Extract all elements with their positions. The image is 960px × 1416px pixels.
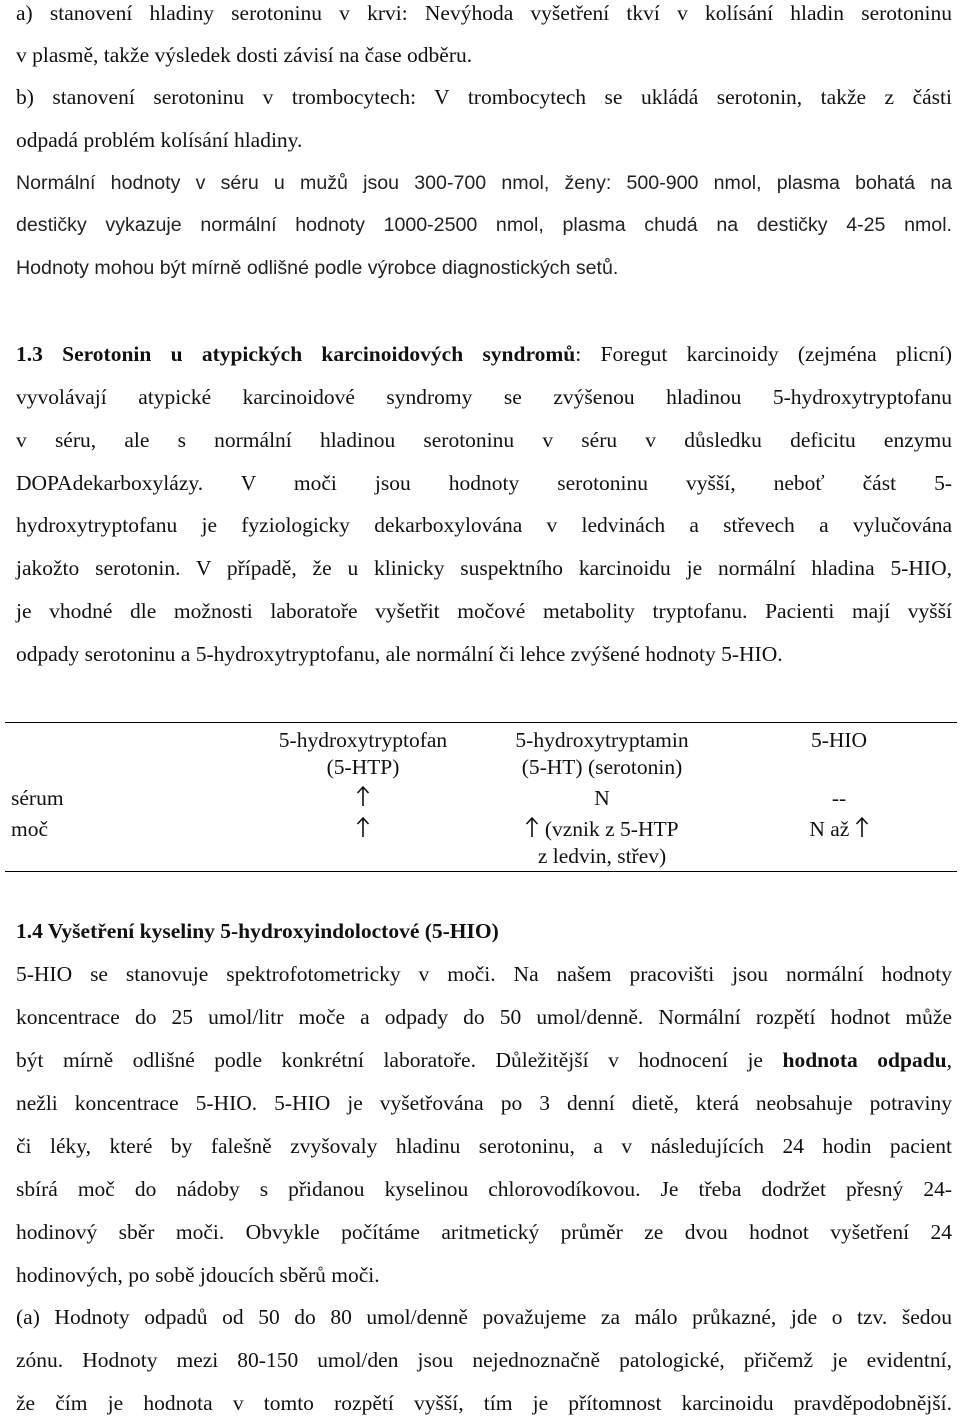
paragraph-b-line-2: odpadá problém kolísání hladiny. (16, 128, 303, 152)
section-1-4-line-9: (a) Hodnoty odpadů od 50 do 80 umol/denně považujeme za málo průkazné, jde o tzv. šedou (16, 1305, 952, 1329)
section-1-4-line-3-post: , (946, 1048, 952, 1072)
header-5-htp-line-2: (5-HTP) (326, 755, 400, 779)
section-1-3-line-6: jakožto serotonin. V případě, že u klinicky suspektního karcinoidu je normální hladina 5-HIO, (16, 556, 952, 580)
arrow-up-icon (356, 785, 370, 807)
section-1-4-line-2: koncentrace do 25 umol/litr moče a odpady do 50 umol/denně. Normální rozpětí hodnot může (16, 1005, 952, 1029)
normal-values-line-3: Hodnoty mohou být mírně odlišné podle výrobce diagnostických setů. (16, 257, 619, 279)
paragraph-a-line-1: a) stanovení hladiny serotoninu v krvi: Nevýhoda vyšetření tkví v kolísání hladin serotoninu (16, 1, 952, 25)
section-1-3-line-3: v séru, ale s normální hladinou serotoninu v séru v důsledku deficitu enzymu (16, 428, 952, 452)
row-urine-ht-line-1 (483, 816, 721, 843)
section-1-3-line-8: odpady serotoninu a 5-hydroxytryptofanu, ale normální či lehce zvýšené hodnoty 5-HIO. (16, 642, 783, 666)
row-urine-ht-line-2: z ledvin, střev) (537, 844, 667, 868)
header-5-hio: 5-HIO (810, 728, 868, 752)
section-1-4-line-3 (16, 1047, 952, 1073)
paragraph-a-line-2: v plasmě, takže výsledek dosti závisí na čase odběru. (16, 43, 473, 67)
section-1-4-line-1: 5-HIO se stanovuje spektrofotometricky v moči. Na našem pracovišti jsou normální hodnoty (16, 962, 952, 986)
section-1-4-line-6: sbírá moč do nádoby s přidanou kyselinou chlorovodíkovou. Je třeba dodržet přesný 24- (16, 1177, 952, 1201)
section-1-4-line-4: nežli koncentrace 5-HIO. 5-HIO je vyšetřována po 3 denní dietě, která neobsahuje potraviny (16, 1091, 952, 1115)
section-1-3-line-2: vyvolávají atypické karcinoidové syndromy se zvýšenou hladinou 5-hydroxytryptofanu (16, 385, 952, 409)
row-serum-hio: -- (831, 786, 847, 810)
table-top-rule (5, 722, 957, 723)
row-urine-ht (483, 816, 721, 870)
arrow-up-icon (525, 816, 539, 838)
arrow-up-icon (356, 816, 370, 838)
section-1-4-line-3-pre: být mírně odlišné podle konkrétní laboratoře. Důležitější v hodnocení je (16, 1048, 783, 1072)
arrow-up-icon (855, 816, 869, 838)
normal-values-line-1: Normální hodnoty v séru u mužů jsou 300-700 nmol, ženy: 500-900 nmol, plasma bohatá na (16, 172, 952, 194)
section-1-4-heading-text: 1.4 Vyšetření kyseliny 5-hydroxyindoloctové (5-HIO) (16, 919, 499, 943)
header-5-ht (483, 727, 721, 781)
section-1-3-line-7: je vhodné dle možnosti laboratoře vyšetřit močové metabolity tryptofanu. Pacienti mají vyšší (16, 599, 952, 623)
row-urine-hio (721, 816, 957, 843)
row-serum-htp (243, 785, 483, 812)
paragraph-b-line-1: b) stanovení serotoninu v trombocytech: V trombocytech se ukládá serotonin, takže z části (16, 85, 952, 109)
row-serum-ht: N (594, 786, 610, 810)
section-1-4-line-11: že čím je hodnota v tomto rozpětí vyšší, tím je přítomnost karcinoidu pravděpodobnější. (16, 1391, 952, 1415)
header-5-ht-line-1: 5-hydroxytryptamin (515, 728, 689, 752)
header-5-htp (243, 727, 483, 781)
section-1-4-line-5: či léky, které by falešně zvyšovaly hladinu serotoninu, a v následujících 24 hodin pacient (16, 1134, 952, 1158)
section-1-3-line-5: hydroxytryptofanu je fyziologicky dekarboxylována v ledvinách a střevech a vylučována (16, 513, 952, 537)
row-serum-label: sérum (11, 786, 64, 810)
normal-values-line-2: destičky vykazuje normální hodnoty 1000-2500 nmol, plasma chudá na destičky 4-25 nmol. (16, 214, 952, 236)
row-urine-htp (243, 816, 483, 843)
serotonin-table (5, 722, 957, 872)
header-5-htp-line-1: 5-hydroxytryptofan (278, 728, 448, 752)
section-1-3-first-line-rest: : Foregut karcinoidy (zejména plicní) (575, 342, 952, 366)
section-1-3-heading: 1.3 Serotonin u atypických karcinoidových syndromů (16, 342, 576, 366)
section-1-3-line-4: DOPAdekarboxylázy. V moči jsou hodnoty serotoninu vyšší, neboť část 5- (16, 471, 952, 495)
section-1-3-line-1 (16, 341, 952, 367)
section-1-4-line-10: zónu. Hodnoty mezi 80-150 umol/den jsou nejednoznačně patologické, přičemž je evidentní, (16, 1348, 952, 1372)
row-urine-hio-text: N až (809, 817, 850, 841)
row-urine-ht-text-1: (vznik z 5-HTP (544, 817, 679, 841)
row-urine-label: moč (11, 817, 49, 841)
section-1-4-line-7: hodinový sběr moči. Obvykle počítáme aritmetický průměr ze dvou hodnot vyšetření 24 (16, 1220, 952, 1244)
header-5-ht-line-2: (5-HT) (serotonin) (521, 755, 683, 779)
section-1-4-heading (16, 918, 952, 944)
section-1-4-bold-term: hodnota odpadu (782, 1048, 947, 1072)
section-1-4-line-8: hodinových, po sobě jdoucích sběrů moči. (16, 1263, 380, 1287)
table-bottom-rule (5, 871, 957, 872)
